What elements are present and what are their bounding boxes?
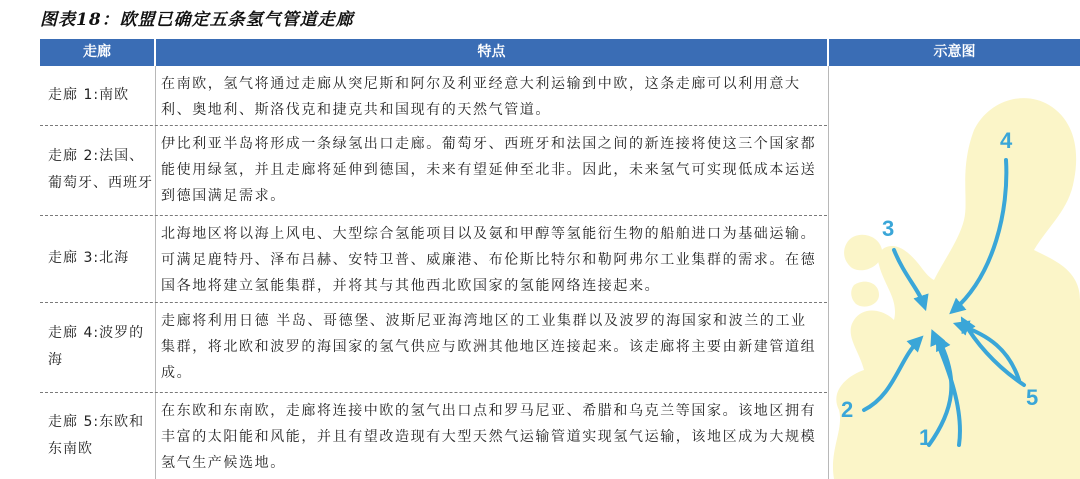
island-land [844,235,882,270]
corridor-name-text: 走廊 3:北海 [48,250,130,266]
corridor-description-text: 在南欧，氢气将通过走廊从突尼斯和阿尔及利亚经意大利运输到中欧，这条走廊可以利用意大利、奥地利、斯洛伐克和捷克共和国现有的天然气管道。 [161,76,801,118]
corridor-name-text: 走廊 5:东欧和东南欧 [48,414,145,457]
table-row [40,126,827,214]
corridor-label-5: 5 [1026,385,1039,410]
land-shape [833,98,1080,479]
header-corridor: 走廊 [40,39,154,66]
table-row [40,393,827,479]
corridor-name [40,216,154,301]
island-land [851,282,879,307]
corridor-description [156,393,827,479]
corridor-name [40,126,154,214]
table-row [40,303,827,391]
table-row [40,66,827,124]
corridor-name-text: 走廊 4:波罗的海 [48,325,145,368]
corridor-name [40,393,154,479]
table-row [40,216,827,301]
corridor-description [156,303,827,391]
europe-corridor-map [824,90,1080,479]
corridor-name-text: 走廊 2:法国、葡萄牙、西班牙 [48,148,153,191]
corridor-name [40,303,154,391]
corridor-description [156,126,827,214]
corridor-label-4: 4 [1000,128,1013,153]
corridor-label-3: 3 [882,216,895,241]
header-diagram: 示意图 [829,39,1080,66]
corridor-description-text: 在东欧和东南欧，走廊将连接中欧的氢气出口点和罗马尼亚、希腊和乌克兰等国家。该地区拥有丰富的太阳能和风能，并且有望改造现有大型天然气运输管道实现氢气运输，该地区成为大规模氢气生产候选地。 [161,403,817,471]
corridor-label-2: 2 [841,397,854,422]
corridor-description [156,66,827,124]
corridor-label-1: 1 [919,425,932,450]
figure-title: 图表18：欧盟已确定五条氢气管道走廊 [40,10,354,30]
corridor-name [40,66,154,124]
header-features: 特点 [156,39,827,66]
corridor-description-text: 伊比利亚半岛将形成一条绿氢出口走廊。葡萄牙、西班牙和法国之间的新连接将使这三个国家都能使用绿氢，并且走廊将延伸到德国，未来有望延伸至北非。因此，未来氢气可实现低成本运送到德国满足需求。 [161,136,817,204]
corridor-description-text: 北海地区将以海上风电、大型综合氢能项目以及氨和甲醇等氢能衍生物的船舶进口为基础运输。可满足鹿特丹、泽布吕赫、安特卫普、威廉港、布伦斯比特尔和勒阿弗尔工业集群的需求。在德国各地将建立氢能集群，并将其与其他西北欧国家的氢能网络连接起来。 [161,226,817,294]
corridor-description-text: 走廊将利用日德 半岛、哥德堡、波斯尼亚海湾地区的工业集群以及波罗的海国家和波兰的工业集群，将北欧和波罗的海国家的氢气供应与欧洲其他地区连接起来。该走廊将主要由新建管道组成。 [161,313,817,381]
corridor-name-text: 走廊 1:南欧 [48,86,130,103]
corridor-description [156,216,827,301]
